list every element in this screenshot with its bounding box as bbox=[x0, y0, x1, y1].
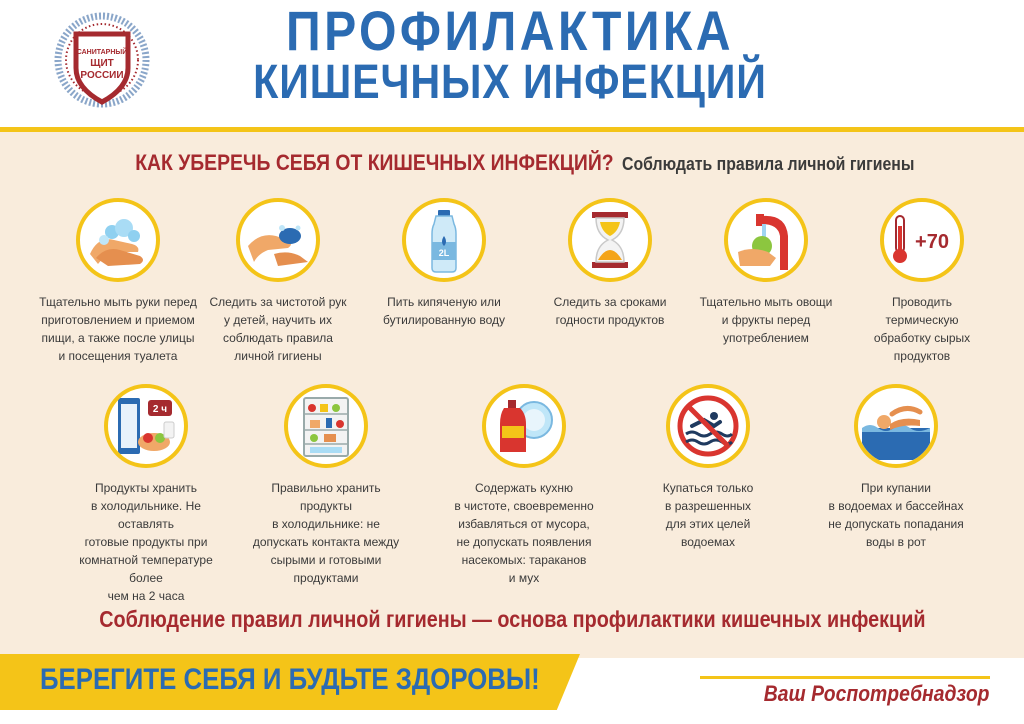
tile-caption bbox=[530, 293, 690, 329]
question-row bbox=[0, 150, 1024, 176]
tile-caption bbox=[66, 479, 226, 605]
caption-line: чем на 2 часа bbox=[107, 589, 185, 603]
caption-line: употреблением bbox=[723, 331, 809, 345]
caption-line: в чистоте, своевременно bbox=[454, 499, 594, 513]
cleaning-kitchen-icon bbox=[482, 384, 566, 468]
logo-line-1: САНИТАРНЫЙ bbox=[76, 49, 128, 56]
caption-line: продуктов bbox=[893, 349, 951, 363]
no-swimming-icon bbox=[666, 384, 750, 468]
caption-line: годности продуктов bbox=[555, 313, 665, 327]
caption-line: Проводить bbox=[891, 295, 953, 309]
title-line-2: КИШЕЧНЫХ ИНФЕКЦИЙ bbox=[253, 56, 767, 109]
slogan: БЕРЕГИТЕ СЕБЯ И БУДЬТЕ ЗДОРОВЫ! bbox=[40, 663, 540, 696]
caption-line: в холодильнике: не bbox=[272, 517, 380, 531]
conclusion-text: Соблюдение правил личной гигиены — основа профилактики кишечных инфекций bbox=[98, 606, 926, 632]
timer-label: 2 ч bbox=[152, 404, 168, 415]
caption-line: Следить за сроками bbox=[553, 295, 667, 309]
tile-caption bbox=[198, 293, 358, 365]
caption-line: Купаться только bbox=[662, 481, 754, 495]
bottle-label: 2L bbox=[438, 248, 450, 258]
tile-caption bbox=[816, 479, 976, 551]
tile-caption bbox=[364, 293, 524, 329]
caption-line: обработку сырых bbox=[873, 331, 971, 345]
caption-line: Тщательно мыть овощи bbox=[699, 295, 833, 309]
caption-line: и мух bbox=[508, 571, 540, 585]
tile-no-water-in-mouth bbox=[816, 384, 976, 551]
caption-line: в водоемах и бассейнах bbox=[828, 499, 964, 513]
child-hands-soap-icon bbox=[236, 198, 320, 282]
answer-subheading: Соблюдать правила личной гигиены bbox=[621, 154, 915, 174]
tile-water bbox=[364, 198, 524, 329]
hand-washing-icon bbox=[76, 198, 160, 282]
caption-line: комнатной температуре более bbox=[79, 553, 213, 585]
tile-clean-kitchen bbox=[444, 384, 604, 587]
caption-line: Тщательно мыть руки перед bbox=[39, 295, 197, 309]
caption-line: готовые продукты при bbox=[84, 535, 208, 549]
caption-line: термическую bbox=[885, 313, 959, 327]
caption-line: и фрукты перед bbox=[721, 313, 811, 327]
sanitary-shield-logo bbox=[46, 10, 158, 110]
water-bottle-icon bbox=[402, 198, 486, 282]
question-heading: КАК УБЕРЕЧЬ СЕБЯ ОТ КИШЕЧНЫХ ИНФЕКЦИЙ? bbox=[135, 150, 614, 175]
tile-expiry bbox=[530, 198, 690, 329]
caption-line: и посещения туалета bbox=[58, 349, 178, 363]
caption-line: При купании bbox=[861, 481, 931, 495]
tile-child-hands bbox=[198, 198, 358, 365]
tile-hand-washing bbox=[38, 198, 198, 365]
caption-line: соблюдать правила bbox=[223, 331, 333, 345]
caption-line: личной гигиены bbox=[234, 349, 322, 363]
tile-caption bbox=[38, 293, 198, 365]
fridge-timer-icon bbox=[104, 384, 188, 468]
caption-line: для этих целей bbox=[665, 517, 751, 531]
signature-block bbox=[700, 676, 990, 712]
tile-caption bbox=[444, 479, 604, 587]
title-line-1: ПРОФИЛАКТИКА bbox=[286, 0, 734, 62]
hourglass-icon bbox=[568, 198, 652, 282]
caption-line: насекомых: тараканов bbox=[461, 553, 587, 567]
caption-line: избавляться от мусора, bbox=[458, 517, 590, 531]
caption-line: пищи, а также после улицы bbox=[41, 331, 195, 345]
tile-safe-swimming bbox=[628, 384, 788, 551]
tile-fridge-storage bbox=[66, 384, 226, 605]
tile-heat-treatment bbox=[842, 198, 1002, 365]
caption-line: Правильно хранить продукты bbox=[271, 481, 381, 513]
caption-line: приготовлением и приемом bbox=[41, 313, 195, 327]
open-fridge-icon bbox=[284, 384, 368, 468]
caption-line: в разрешенных bbox=[665, 499, 751, 513]
caption-line: продуктами bbox=[293, 571, 359, 585]
tile-caption bbox=[842, 293, 1002, 365]
caption-line: у детей, научить их bbox=[224, 313, 332, 327]
caption-line: не допускать попадания bbox=[828, 517, 964, 531]
caption-line: не допускать появления bbox=[456, 535, 592, 549]
caption-line: допускать контакта между bbox=[252, 535, 400, 549]
caption-line: Пить кипяченую или bbox=[387, 295, 501, 309]
signature-text: Ваш Роспотребнадзор bbox=[764, 681, 990, 706]
caption-line: воды в рот bbox=[866, 535, 926, 549]
caption-line: водоемах bbox=[681, 535, 735, 549]
tile-caption bbox=[686, 293, 846, 347]
caption-line: Содержать кухню bbox=[475, 481, 573, 495]
caption-line: бутилированную воду bbox=[382, 313, 505, 327]
caption-line: в холодильнике. Не оставлять bbox=[91, 499, 201, 531]
swimmer-icon bbox=[854, 384, 938, 468]
logo-line-2: ЩИТ bbox=[90, 58, 114, 69]
caption-line: сырыми и готовыми bbox=[270, 553, 382, 567]
page-title bbox=[180, 0, 840, 109]
faucet-apple-icon bbox=[724, 198, 808, 282]
logo-line-3: РОССИИ bbox=[80, 70, 124, 81]
caption-line: Продукты хранить bbox=[95, 481, 197, 495]
caption-line: Следить за чистотой рук bbox=[209, 295, 347, 309]
temperature-label: +70 bbox=[915, 231, 949, 253]
tile-caption bbox=[246, 479, 406, 587]
tile-fridge-separation bbox=[246, 384, 406, 587]
tile-caption bbox=[628, 479, 788, 551]
tile-wash-produce bbox=[686, 198, 846, 347]
thermometer-icon bbox=[880, 198, 964, 282]
